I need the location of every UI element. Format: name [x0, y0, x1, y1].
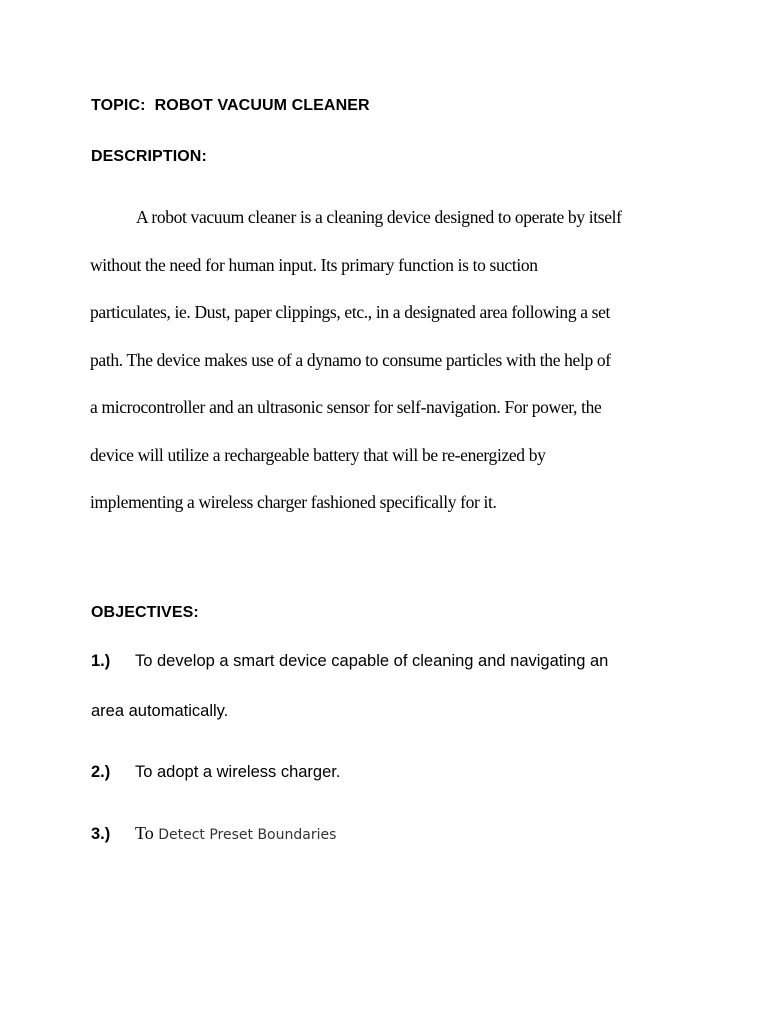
objectives-heading: OBJECTIVES:: [91, 604, 199, 621]
topic-heading: TOPIC: ROBOT VACUUM CLEANER: [91, 97, 370, 114]
description-line: implementing a wireless charger fashioned specifically for it.: [90, 492, 497, 512]
objective-continuation: area automatically.: [91, 702, 229, 720]
objective-text: Detect Preset Boundaries: [153, 827, 337, 843]
description-line: a microcontroller and an ultrasonic sensor for self-navigation. For power, the: [90, 397, 602, 417]
objective-number: 3.): [91, 825, 111, 843]
objective-item: [91, 652, 608, 671]
objective-item: [91, 823, 336, 844]
description-line: A robot vacuum cleaner is a cleaning device designed to operate by itself: [136, 207, 622, 227]
objective-item: [91, 763, 340, 782]
objective-number: 1.): [91, 652, 111, 670]
description-line: path. The device makes use of a dynamo to consume particles with the help of: [90, 349, 611, 370]
description-line: particulates, ie. Dust, paper clippings, etc., in a designated area following a set: [90, 302, 611, 322]
objective-text: To develop a smart device capable of cleaning and navigating an: [135, 652, 609, 670]
description-paragraph: [90, 199, 690, 532]
description-line: device will utilize a rechargeable battery that will be re-energized by: [90, 444, 546, 465]
objective-text: To adopt a wireless charger.: [135, 763, 341, 781]
description-heading: DESCRIPTION:: [91, 148, 207, 165]
objective-to-word: To: [135, 823, 154, 843]
objective-number: 2.): [91, 763, 111, 781]
description-line: without the need for human input. Its primary function is to suction: [90, 254, 538, 275]
